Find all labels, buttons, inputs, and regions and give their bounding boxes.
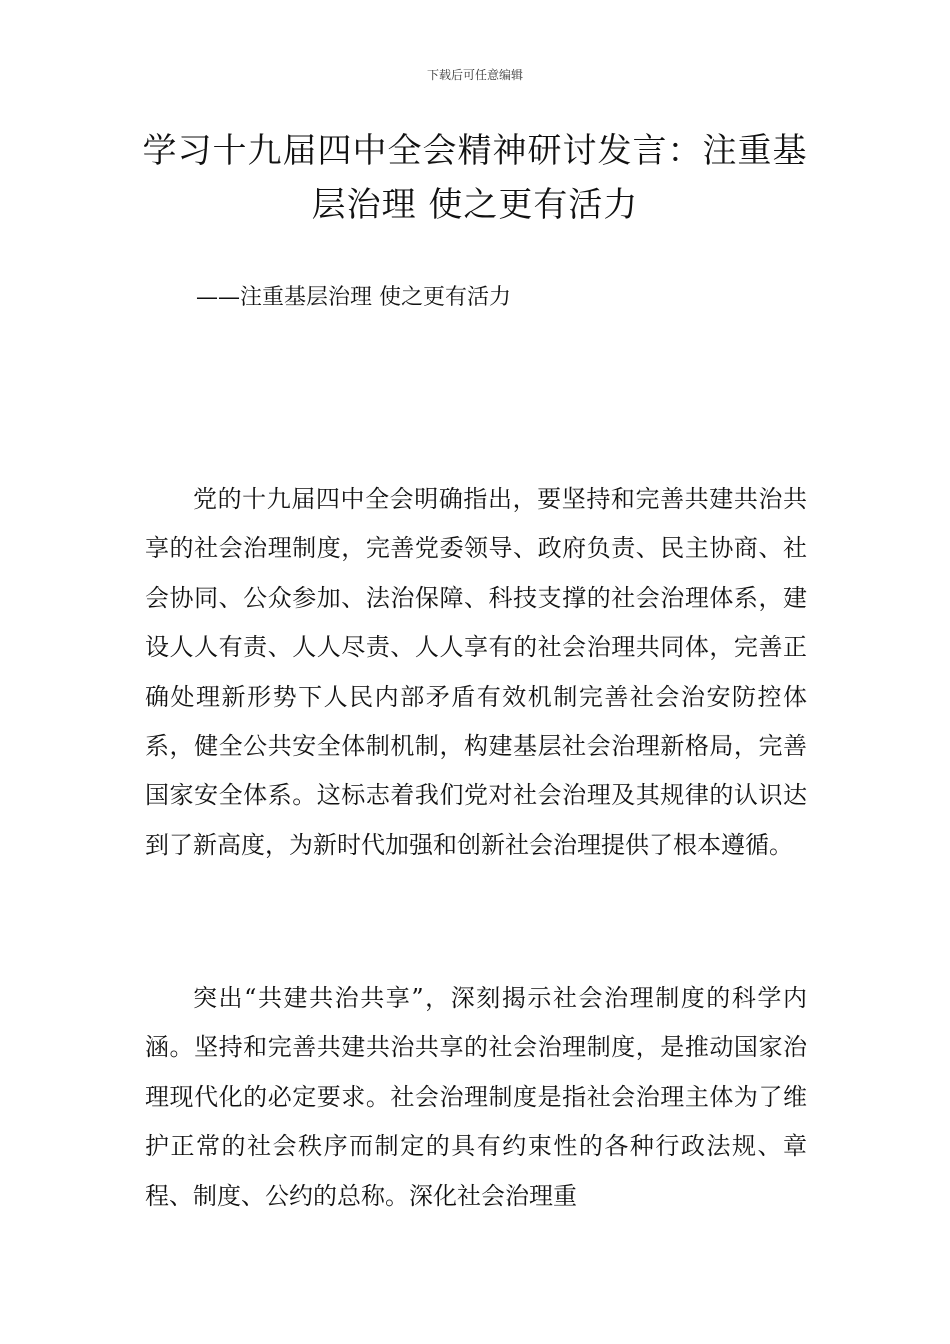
body-paragraph: 突出“共建共治共享”，深刻揭示社会治理制度的科学内涵。坚持和完善共建共治共享的社会治理制度，是推动国家治理现代化的必定要求。社会治理制度是指社会治理主体为了维护正常的社会秩序而制定的具有约束性的各种行政法规、章程、制度、公约的总称。深化社会治理重	[145, 984, 807, 1210]
header-note: 下载后可任意编辑	[426, 68, 523, 82]
body-paragraph: 党的十九届四中全会明确指出，要坚持和完善共建共治共享的社会治理制度，完善党委领导、政府负责、民主协商、社会协同、公众参加、法治保障、科技支撑的社会治理体系，建设人人有责、人人尽责、人人享有的社会治理共同体，完善正确处理新形势下人民内部矛盾有效机制完善社会治安防控体系，健全公共安全体制机制，构建基层社会治理新格局，完善国家安全体系。这标志着我们党对社会治理及其规律的认识达到了新高度，为新时代加强和创新社会治理提供了根本遵循。	[145, 485, 807, 859]
document-subtitle: ——注重基层治理 使之更有活力	[196, 285, 511, 310]
document-title: 学习十九届四中全会精神研讨发言：注重基层治理 使之更有活力	[142, 131, 808, 225]
